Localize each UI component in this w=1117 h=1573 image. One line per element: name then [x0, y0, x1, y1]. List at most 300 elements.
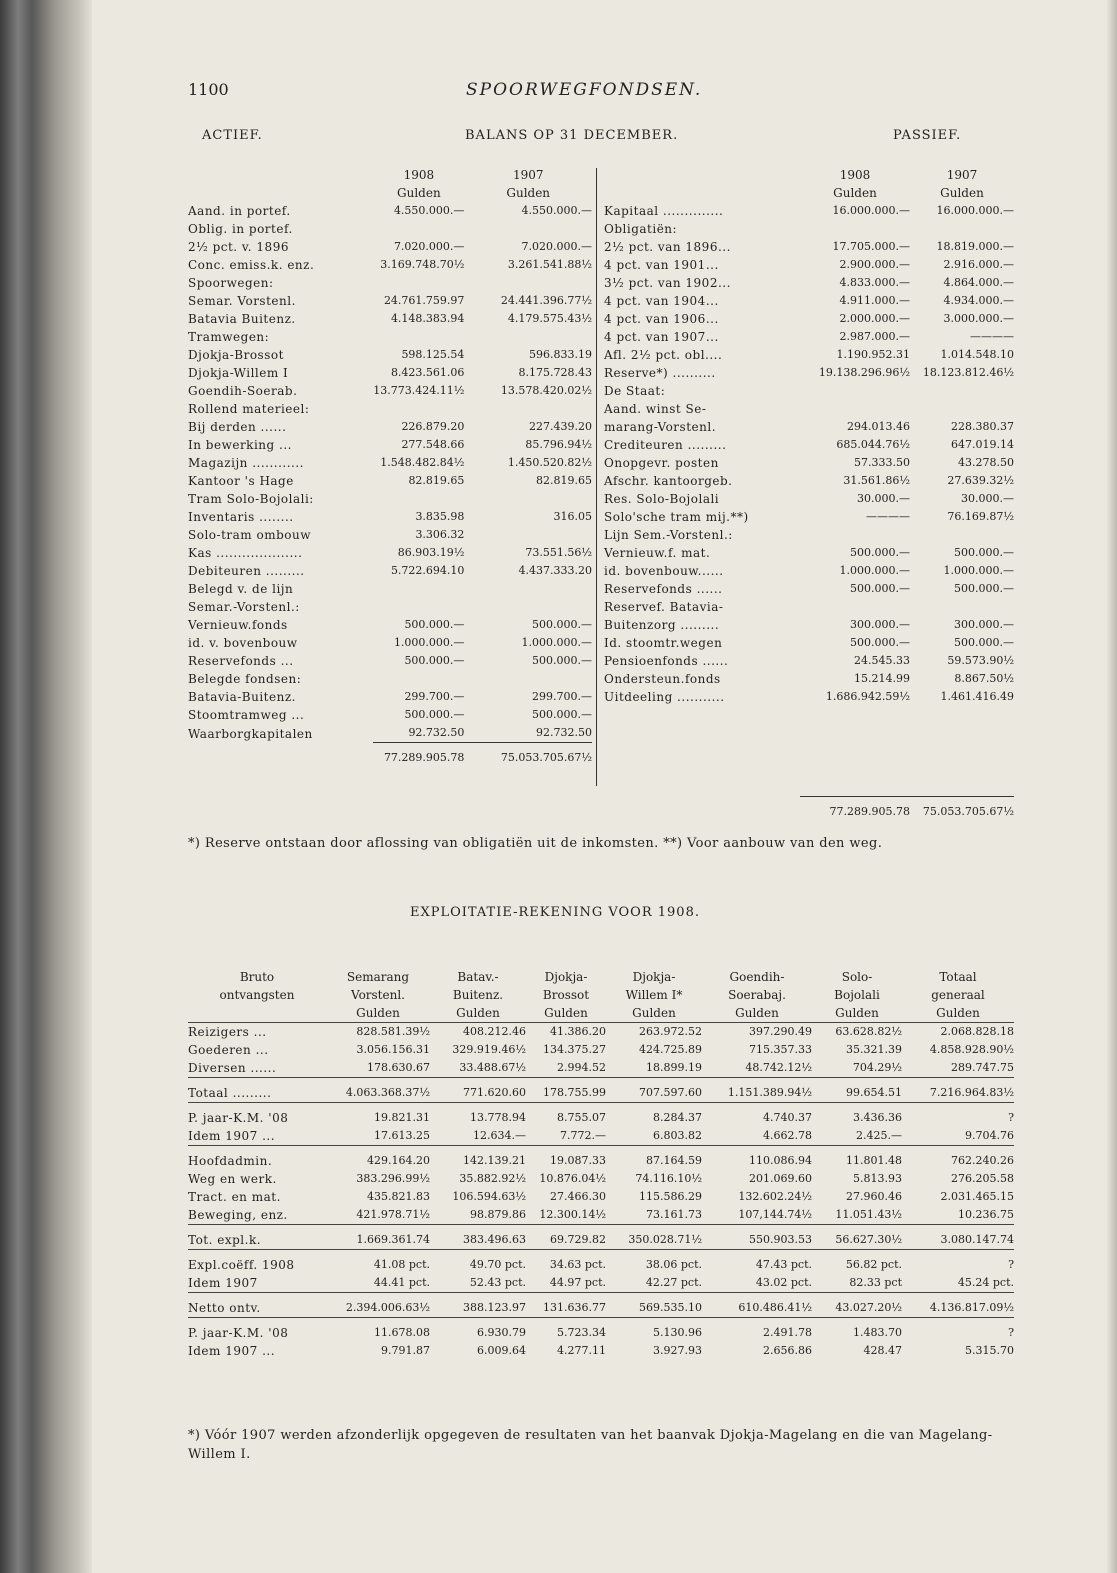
passief-row — [604, 634, 1014, 652]
column-header: Batav.- — [457, 970, 499, 984]
row-value: 1.000.000.— — [393, 636, 465, 649]
actief-row — [188, 508, 592, 526]
row-label: Stoomtramweg ... — [188, 708, 305, 722]
row-label: In bewerking ... — [188, 438, 292, 452]
column-header: Gulden — [544, 1006, 588, 1020]
row-value — [373, 274, 464, 292]
row-value — [464, 274, 592, 292]
balance-divider — [596, 168, 597, 786]
row-value: 1.190.952.31 — [836, 348, 910, 361]
row-value: 4.148.383.94 — [390, 312, 465, 325]
row-value: 428.47 — [863, 1344, 902, 1357]
row-label: Semar. Vorstenl. — [188, 294, 296, 308]
passief-total-table — [604, 796, 1014, 821]
row-label: Semar.-Vorstenl.: — [188, 600, 300, 614]
passief-row — [604, 472, 1014, 490]
book-binding-shadow — [0, 0, 92, 1573]
row-value: 226.879.20 — [401, 420, 465, 433]
column-header: generaal — [931, 988, 985, 1002]
row-value: 41.386.20 — [526, 1023, 606, 1042]
passief-row — [604, 670, 1014, 688]
row-value: 228.380.37 — [951, 420, 1014, 433]
row-value: 27.466.30 — [550, 1190, 606, 1203]
row-label: Reservefonds ...... — [604, 582, 723, 596]
row-value: 82.819.65 — [408, 474, 465, 487]
row-label: Belegde fondsen: — [188, 672, 302, 686]
row-label: Totaal ......... — [188, 1078, 326, 1103]
exploitatie-row — [188, 1250, 1014, 1275]
passief-row — [604, 310, 1014, 328]
row-value: 4.136.817.09½ — [902, 1293, 1014, 1318]
row-value: 316.05 — [553, 510, 592, 523]
balance-footnote: *) Reserve ontstaan door aflossing van obligatiën uit de inkomsten. **) Voor aanbouw van den weg. — [188, 836, 883, 851]
exploitatie-row — [188, 1206, 1014, 1225]
row-value: 3.835.98 — [415, 510, 465, 523]
row-label: Expl.coëff. 1908 — [188, 1250, 326, 1275]
exploitatie-header-row — [188, 986, 1014, 1004]
row-value: 707.597.60 — [606, 1078, 702, 1103]
actief-row — [188, 526, 592, 544]
row-label: Reizigers ... — [188, 1023, 326, 1042]
row-value: 715.357.33 — [749, 1043, 812, 1056]
row-value — [800, 382, 910, 400]
row-label: Beweging, enz. — [188, 1208, 288, 1222]
row-value: 3.436.36 — [812, 1103, 902, 1128]
row-value — [464, 220, 592, 238]
row-value — [800, 220, 910, 238]
row-value: 8.867.50½ — [954, 672, 1014, 685]
passief-row — [604, 382, 1014, 400]
row-value: 33.488.67½ — [459, 1061, 526, 1074]
row-label: Goederen ... — [188, 1043, 269, 1057]
actief-row — [188, 670, 592, 688]
unit-label: Gulden — [940, 186, 984, 200]
column-header — [188, 1004, 326, 1023]
passief-total-row — [604, 797, 1014, 822]
row-value: 4.277.11 — [557, 1344, 606, 1357]
row-value: 8.423.561.06 — [390, 366, 465, 379]
row-value: 500.000.— — [532, 654, 592, 667]
row-value: 178.630.67 — [367, 1061, 430, 1074]
row-value: 1.548.482.84½ — [380, 456, 465, 469]
row-value — [373, 400, 464, 418]
row-label: Id. stoomtr.wegen — [604, 636, 723, 650]
row-value: 1.000.000.— — [943, 564, 1014, 577]
row-label: Belegd v. de lijn — [188, 582, 294, 596]
passief-row — [604, 364, 1014, 382]
row-value: 41.08 pct. — [326, 1250, 430, 1275]
row-value: 44.97 pct. — [549, 1276, 606, 1289]
row-value: 2.394.006.63½ — [326, 1293, 430, 1318]
row-value: 5.130.96 — [606, 1318, 702, 1343]
actief-row — [188, 454, 592, 472]
row-value: 2.916.000.— — [943, 258, 1014, 271]
row-value: 263.972.52 — [606, 1023, 702, 1042]
row-value: 17.705.000.— — [832, 240, 910, 253]
row-label: Djokja-Brossot — [188, 348, 284, 362]
row-value: 92.732.50 — [408, 726, 465, 739]
row-value: 87.164.59 — [606, 1146, 702, 1171]
row-value: ———— — [866, 510, 910, 523]
row-value: 18.123.812.46½ — [922, 366, 1014, 379]
row-value: 6.009.64 — [477, 1344, 526, 1357]
row-value: 57.333.50 — [854, 456, 910, 469]
row-value: 47.43 pct. — [702, 1250, 812, 1275]
row-label: Goendih-Soerab. — [188, 384, 298, 398]
row-value: 5.813.93 — [853, 1172, 902, 1185]
row-value: 5.723.34 — [526, 1318, 606, 1343]
row-value: 647.019.14 — [951, 438, 1014, 451]
row-value: 2.900.000.— — [839, 258, 910, 271]
row-value: ? — [902, 1103, 1014, 1128]
row-label: P. jaar-K.M. '08 — [188, 1318, 326, 1343]
row-value: 4.437.333.20 — [518, 564, 592, 577]
row-label: Obligatiën: — [604, 222, 678, 236]
row-value: 550.903.53 — [702, 1225, 812, 1250]
row-label: Idem 1907 ... — [188, 1129, 276, 1143]
row-value — [910, 400, 1014, 418]
row-value: 4.833.000.— — [839, 276, 910, 289]
row-value: 7.772.— — [560, 1129, 606, 1142]
row-value: 10.876.04½ — [539, 1172, 606, 1185]
passief-row — [604, 526, 1014, 544]
exploitatie-header-row — [188, 968, 1014, 986]
row-value: 6.803.82 — [653, 1129, 702, 1142]
row-value: 7.020.000.— — [521, 240, 592, 253]
row-value: 59.573.90½ — [947, 654, 1014, 667]
passief-row — [604, 436, 1014, 454]
actief-total-1907: 75.053.705.67½ — [464, 743, 592, 768]
row-value: 31.561.86½ — [843, 474, 910, 487]
row-label: Pensioenfonds ...... — [604, 654, 729, 668]
column-header: Goendih- — [729, 970, 785, 984]
row-label: Weg en werk. — [188, 1172, 277, 1186]
unit-label: Gulden — [833, 186, 877, 200]
actief-row — [188, 382, 592, 400]
row-label: Idem 1907 — [188, 1276, 258, 1290]
column-header: Djokja- — [544, 970, 588, 984]
passief-total-1907: 75.053.705.67½ — [910, 797, 1014, 822]
row-value: 44.41 pct. — [373, 1276, 430, 1289]
exploitatie-row — [188, 1225, 1014, 1250]
column-header: Semarang — [346, 970, 410, 984]
row-value: 56.627.30½ — [812, 1225, 902, 1250]
page-number: 1100 — [188, 80, 229, 99]
column-header: Gulden — [632, 1006, 676, 1020]
actief-row — [188, 202, 592, 220]
row-value: 3.261.541.88½ — [507, 258, 592, 271]
row-value: 134.375.27 — [543, 1043, 606, 1056]
row-value: 1.014.548.10 — [940, 348, 1014, 361]
row-value: 294.013.46 — [847, 420, 910, 433]
row-value: 1.450.520.82½ — [507, 456, 592, 469]
row-value: 2.491.78 — [702, 1318, 812, 1343]
row-label: P. jaar-K.M. '08 — [188, 1103, 326, 1128]
row-value: 18.899.19 — [646, 1061, 702, 1074]
row-value — [373, 328, 464, 346]
row-label: 4 pct. van 1907... — [604, 330, 719, 344]
row-label: Rollend materieel: — [188, 402, 310, 416]
row-value: 30.000.— — [961, 492, 1014, 505]
row-value: 424.725.89 — [639, 1043, 702, 1056]
unit-label: Gulden — [397, 186, 441, 200]
actief-row — [188, 292, 592, 310]
row-value: 388.123.97 — [430, 1293, 526, 1318]
row-value: 500.000.— — [404, 708, 465, 721]
unit-label: Gulden — [506, 186, 551, 200]
row-value: 408.212.46 — [430, 1023, 526, 1042]
row-value: 131.636.77 — [526, 1293, 606, 1318]
passief-row — [604, 328, 1014, 346]
row-value: 24.761.759.97 — [383, 294, 465, 307]
row-label: Reservef. Batavia- — [604, 600, 724, 614]
row-value: 4.934.000.— — [943, 294, 1014, 307]
row-value: 110.086.94 — [702, 1146, 812, 1171]
row-value: 35.321.39 — [846, 1043, 902, 1056]
row-label: Vernieuw.f. mat. — [604, 546, 711, 560]
exploitatie-row — [188, 1041, 1014, 1059]
actief-row — [188, 598, 592, 616]
row-label: Reservefonds ... — [188, 654, 294, 668]
actief-row — [188, 634, 592, 652]
row-label: Debiteuren ......... — [188, 564, 305, 578]
passief-row — [604, 490, 1014, 508]
passief-row — [604, 580, 1014, 598]
row-value: ———— — [970, 330, 1014, 343]
row-value: 299.700.— — [532, 690, 592, 703]
row-value — [464, 490, 592, 508]
row-value: 38.06 pct. — [606, 1250, 702, 1275]
row-value: 500.000.— — [850, 546, 910, 559]
row-value: 3.169.748.70½ — [380, 258, 465, 271]
page-edge — [1107, 0, 1117, 1573]
row-value: 3.080.147.74 — [902, 1225, 1014, 1250]
row-value: 86.903.19½ — [397, 546, 465, 559]
row-label: Kantoor 's Hage — [188, 474, 294, 488]
row-label: 4 pct. van 1906... — [604, 312, 719, 326]
passief-row — [604, 652, 1014, 670]
row-value: 4.662.78 — [763, 1129, 812, 1142]
column-header: Willem I* — [625, 988, 683, 1002]
passief-label: PASSIEF. — [893, 128, 962, 143]
unit-header-row — [604, 184, 1014, 202]
passief-row — [604, 238, 1014, 256]
row-label: id. v. bovenbouw — [188, 636, 298, 650]
row-label: Oblig. in portef. — [188, 222, 293, 236]
row-value: 5.722.694.10 — [390, 564, 465, 577]
row-label: De Staat: — [604, 384, 666, 398]
row-value: 4.911.000.— — [839, 294, 910, 307]
row-value: 500.000.— — [404, 618, 465, 631]
column-header: Buitenz. — [452, 988, 504, 1002]
row-label: Aand. in portef. — [188, 204, 291, 218]
passief-table — [604, 166, 1014, 706]
row-value: 500.000.— — [850, 582, 910, 595]
exploitatie-header — [188, 968, 1014, 1023]
row-value: 142.139.21 — [430, 1146, 526, 1171]
actief-row — [188, 256, 592, 274]
row-label: Netto ontv. — [188, 1293, 326, 1318]
row-value: 13.778.94 — [430, 1103, 526, 1128]
passief-row — [604, 418, 1014, 436]
row-label: Djokja-Willem I — [188, 366, 289, 380]
row-value: 48.742.12½ — [745, 1061, 812, 1074]
row-value — [373, 670, 464, 688]
passief-row — [604, 346, 1014, 364]
row-value: 17.613.25 — [374, 1129, 430, 1142]
actief-row — [188, 328, 592, 346]
row-value: 1.151.389.94½ — [702, 1078, 812, 1103]
row-value: 5.315.70 — [965, 1344, 1014, 1357]
row-value — [910, 526, 1014, 544]
row-value: 19.138.296.96½ — [818, 366, 910, 379]
row-value: 132.602.24½ — [738, 1190, 812, 1203]
row-value: 383.296.99½ — [356, 1172, 430, 1185]
column-header: Bruto — [239, 970, 275, 984]
row-value: 2.031.465.15 — [940, 1190, 1014, 1203]
row-value: 201.069.60 — [749, 1172, 812, 1185]
actief-row — [188, 724, 592, 743]
row-label: Onopgevr. posten — [604, 456, 719, 470]
row-label: Batavia-Buitenz. — [188, 690, 296, 704]
row-value: 16.000.000.— — [832, 204, 910, 217]
row-value: ? — [902, 1318, 1014, 1343]
row-value — [910, 382, 1014, 400]
row-value: 500.000.— — [404, 654, 465, 667]
year-1908: 1908 — [403, 168, 435, 182]
actief-total-row — [188, 743, 592, 768]
row-label: id. bovenbouw...... — [604, 564, 724, 578]
row-label: marang-Vorstenl. — [604, 420, 717, 434]
row-value: 397.290.49 — [702, 1023, 812, 1042]
exploitatie-row — [188, 1078, 1014, 1103]
row-label: Tot. expl.k. — [188, 1225, 326, 1250]
row-value: 3.306.32 — [415, 528, 465, 541]
row-label: Reserve*) .......... — [604, 366, 716, 380]
row-value: 19.087.33 — [526, 1146, 606, 1171]
row-value: 596.833.19 — [529, 348, 592, 361]
actief-table — [188, 166, 592, 767]
row-value: 11.678.08 — [326, 1318, 430, 1343]
running-title: SPOORWEGFONDSEN. — [466, 80, 703, 100]
row-value: 30.000.— — [857, 492, 910, 505]
row-label: 4 pct. van 1901... — [604, 258, 719, 272]
row-value: 8.175.728.43 — [518, 366, 592, 379]
row-label: Kas .................... — [188, 546, 303, 560]
row-value: 178.755.99 — [526, 1078, 606, 1103]
row-value: 4.740.37 — [702, 1103, 812, 1128]
row-label: Buitenzorg ......... — [604, 618, 720, 632]
actief-row — [188, 472, 592, 490]
passief-row — [604, 454, 1014, 472]
row-value: 18.819.000.— — [936, 240, 1014, 253]
row-value: 82.33 pct — [849, 1276, 902, 1289]
row-value: 429.164.20 — [326, 1146, 430, 1171]
row-value: 300.000.— — [954, 618, 1014, 631]
actief-row — [188, 400, 592, 418]
row-value: 4.858.928.90½ — [929, 1043, 1014, 1056]
exploitatie-row — [188, 1023, 1014, 1042]
exploitatie-row — [188, 1103, 1014, 1128]
row-value: 277.548.66 — [401, 438, 465, 451]
row-value: 569.535.10 — [606, 1293, 702, 1318]
row-label: Idem 1907 ... — [188, 1344, 276, 1358]
row-value — [464, 526, 592, 544]
row-value: 500.000.— — [954, 582, 1014, 595]
column-header: Solo- — [841, 970, 873, 984]
row-value: 74.116.10½ — [635, 1172, 702, 1185]
row-value: 7.020.000.— — [393, 240, 465, 253]
row-value: 43.278.50 — [958, 456, 1014, 469]
exploitatie-row — [188, 1127, 1014, 1146]
row-value: 435.821.83 — [367, 1190, 430, 1203]
unit-header-row — [188, 184, 592, 202]
row-value: 24.441.396.77½ — [500, 294, 592, 307]
passief-row — [604, 598, 1014, 616]
row-value: 4.864.000.— — [943, 276, 1014, 289]
row-value: 99.654.51 — [812, 1078, 902, 1103]
row-label: Hoofdadmin. — [188, 1146, 326, 1171]
passief-row — [604, 688, 1014, 706]
row-value: 11.051.43½ — [835, 1208, 902, 1221]
actief-row — [188, 652, 592, 670]
column-header: Gulden — [936, 1006, 980, 1020]
column-header: Soerabaj. — [728, 988, 786, 1002]
row-value: 76.169.87½ — [947, 510, 1014, 523]
actief-row — [188, 616, 592, 634]
row-value: 762.240.26 — [902, 1146, 1014, 1171]
actief-row — [188, 688, 592, 706]
row-value: 12.634.— — [473, 1129, 526, 1142]
row-value — [373, 580, 464, 598]
actief-row — [188, 580, 592, 598]
actief-row — [188, 706, 592, 724]
column-header: Gulden — [456, 1006, 500, 1020]
row-value: 63.628.82½ — [812, 1023, 902, 1042]
passief-total-1908: 77.289.905.78 — [800, 797, 910, 822]
row-value: 1.686.942.59½ — [825, 690, 910, 703]
row-value: 43.027.20½ — [812, 1293, 902, 1318]
exploitatie-title: EXPLOITATIE-REKENING VOOR 1908. — [410, 905, 700, 920]
column-header: Gulden — [735, 1006, 779, 1020]
exploitatie-header-row — [188, 1004, 1014, 1023]
passief-row — [604, 562, 1014, 580]
actief-total-1908: 77.289.905.78 — [373, 743, 464, 768]
actief-row — [188, 274, 592, 292]
row-value: 771.620.60 — [430, 1078, 526, 1103]
row-label: 2½ pct. v. 1896 — [188, 240, 289, 254]
row-label: Solo-tram ombouw — [188, 528, 311, 542]
passief-row — [604, 616, 1014, 634]
row-label: Res. Solo-Bojolali — [604, 492, 720, 506]
passief-row — [604, 202, 1014, 220]
row-label: Crediteuren ......... — [604, 438, 727, 452]
row-value — [464, 598, 592, 616]
year-header-row — [188, 166, 592, 184]
row-label: 4 pct. van 1904... — [604, 294, 719, 308]
exploitatie-row — [188, 1146, 1014, 1171]
row-value: 43.02 pct. — [755, 1276, 812, 1289]
row-value: 24.545.33 — [854, 654, 910, 667]
passief-row — [604, 544, 1014, 562]
column-header: Vorstenl. — [351, 988, 405, 1002]
row-value: 2.994.52 — [557, 1061, 606, 1074]
row-value: 27.639.32½ — [947, 474, 1014, 487]
row-value — [464, 580, 592, 598]
row-value: 299.700.— — [404, 690, 465, 703]
actief-row — [188, 346, 592, 364]
row-value: 73.551.56½ — [525, 546, 592, 559]
